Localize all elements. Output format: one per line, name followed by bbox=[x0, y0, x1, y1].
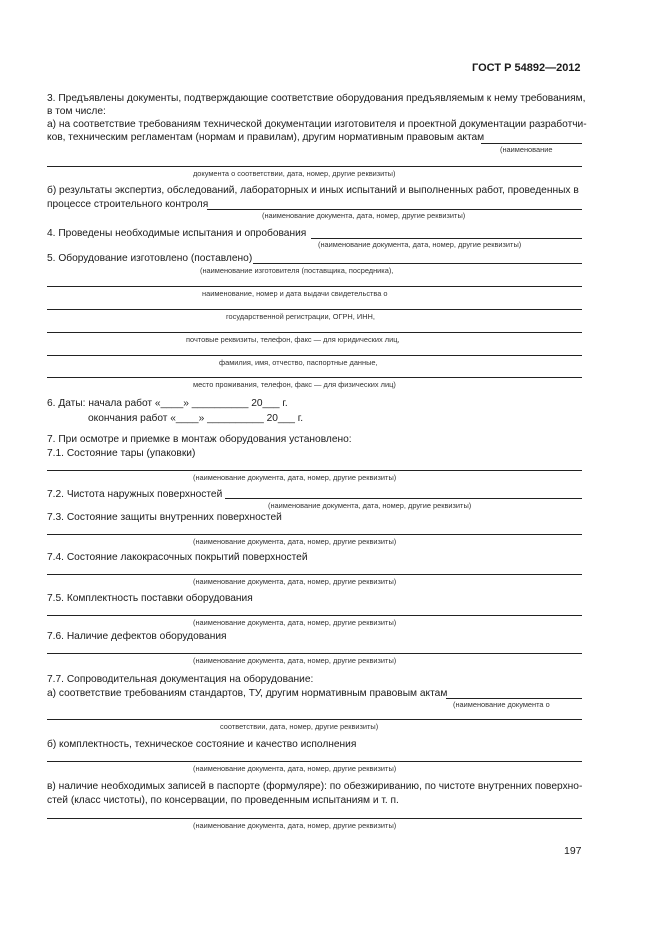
section-7-5: 7.5. Комплектность поставки оборудования bbox=[47, 593, 253, 604]
section-7-3: 7.3. Состояние защиты внутренних поверхностей bbox=[47, 512, 282, 523]
section-3b-line-2: процессе строительного контроля bbox=[47, 199, 209, 210]
caption-doc-sootvetstvie: документа о соответствии, дата, номер, другие реквизиты) bbox=[193, 169, 396, 178]
caption-5c: государственной регистрации, ОГРН, ИНН, bbox=[226, 312, 375, 321]
section-3a-line-2: ков, техническим регламентам (нормам и правилам), другим нормативным правовым актам bbox=[47, 132, 485, 143]
caption-5a: (наименование изготовителя (поставщика, посредника), bbox=[200, 266, 394, 275]
caption-7-3: (наименование документа, дата, номер, другие реквизиты) bbox=[193, 537, 397, 546]
section-4: 4. Проведены необходимые испытания и опробования bbox=[47, 228, 307, 239]
caption-3b: (наименование документа, дата, номер, другие реквизиты) bbox=[262, 211, 466, 220]
fill-line-7-5 bbox=[47, 615, 582, 616]
section-7-4: 7.4. Состояние лакокрасочных покрытий поверхностей bbox=[47, 552, 308, 563]
section-7-2: 7.2. Чистота наружных поверхностей bbox=[47, 489, 223, 500]
caption-7-7a-2: соответствии, дата, номер, другие реквизиты) bbox=[220, 722, 379, 731]
fill-line-5c bbox=[47, 309, 582, 310]
section-3b-line-1: б) результаты экспертиз, обследований, лабораторных и иных испытаний и выполненных работ, проведенных в bbox=[47, 185, 579, 196]
standard-header: ГОСТ Р 54892—2012 bbox=[472, 62, 581, 74]
caption-7-4: (наименование документа, дата, номер, другие реквизиты) bbox=[193, 577, 397, 586]
fill-line-7-7v bbox=[47, 818, 582, 819]
caption-5d: почтовые реквизиты, телефон, факс — для юридических лиц, bbox=[186, 335, 400, 344]
caption-5f: место проживания, телефон, факс — для физических лиц) bbox=[193, 380, 396, 389]
caption-naimenovanie: (наименование bbox=[500, 145, 553, 154]
fill-line-4 bbox=[311, 238, 582, 239]
caption-7-7v: (наименование документа, дата, номер, другие реквизиты) bbox=[193, 821, 397, 830]
section-5: 5. Оборудование изготовлено (поставлено) bbox=[47, 253, 253, 264]
fill-line-3b bbox=[207, 209, 582, 210]
fill-line-7-6 bbox=[47, 653, 582, 654]
fill-line-5d bbox=[47, 332, 582, 333]
caption-5e: фамилия, имя, отчество, паспортные данные, bbox=[219, 358, 378, 367]
caption-7-1: (наименование документа, дата, номер, другие реквизиты) bbox=[193, 473, 397, 482]
fill-line-7-7a bbox=[446, 698, 582, 699]
page-number: 197 bbox=[564, 845, 582, 857]
fill-line-7-7b bbox=[47, 761, 582, 762]
section-3-line-1: 3. Предъявлены документы, подтверждающие соответствие оборудования предъявляемым к нему требованиям, bbox=[47, 93, 586, 104]
fill-line-7-3 bbox=[47, 534, 582, 535]
section-3a-line-1: а) на соответствие требованиям технической документации изготовителя и проектной документации разработчи- bbox=[47, 119, 587, 130]
fill-line-5a bbox=[253, 263, 582, 264]
fill-line-7-2 bbox=[225, 498, 582, 499]
fill-line-7-1 bbox=[47, 470, 582, 471]
fill-line-5e bbox=[47, 355, 582, 356]
fill-line-7-7a-2 bbox=[47, 719, 582, 720]
section-7-6: 7.6. Наличие дефектов оборудования bbox=[47, 631, 227, 642]
section-7-7v-line-1: в) наличие необходимых записей в паспорте (формуляре): по обезжириванию, по чистоте внутренних поверхно- bbox=[47, 781, 583, 792]
section-7-7: 7.7. Сопроводительная документация на оборудование: bbox=[47, 674, 314, 685]
fill-line-3a-2 bbox=[47, 166, 582, 167]
section-7: 7. При осмотре и приемке в монтаж оборудования установлено: bbox=[47, 434, 352, 445]
caption-7-7b: (наименование документа, дата, номер, другие реквизиты) bbox=[193, 764, 397, 773]
caption-7-5: (наименование документа, дата, номер, другие реквизиты) bbox=[193, 618, 397, 627]
caption-4: (наименование документа, дата, номер, другие реквизиты) bbox=[318, 240, 522, 249]
fill-line-3a bbox=[481, 143, 582, 144]
fill-line-7-4 bbox=[47, 574, 582, 575]
section-3-line-2: в том числе: bbox=[47, 106, 106, 117]
fill-line-5f bbox=[47, 377, 582, 378]
section-7-1: 7.1. Состояние тары (упаковки) bbox=[47, 448, 196, 459]
caption-7-7a-1: (наименование документа о bbox=[453, 700, 550, 709]
section-7-7v-line-2: стей (класс чистоты), по консервации, по проведенным испытаниям и т. п. bbox=[47, 795, 399, 806]
caption-7-2: (наименование документа, дата, номер, другие реквизиты) bbox=[268, 501, 472, 510]
section-6-end-date: окончания работ «____» __________ 20___ г. bbox=[88, 413, 304, 424]
caption-5b: наименование, номер и дата выдачи свидетельства о bbox=[202, 289, 388, 298]
section-7-7b: б) комплектность, техническое состояние и качество исполнения bbox=[47, 739, 357, 750]
section-6-start-date: 6. Даты: начала работ «____» __________ 20___ г. bbox=[47, 398, 288, 409]
fill-line-5b bbox=[47, 286, 582, 287]
caption-7-6: (наименование документа, дата, номер, другие реквизиты) bbox=[193, 656, 397, 665]
section-7-7a: а) соответствие требованиям стандартов, ТУ, другим нормативным правовым актам bbox=[47, 688, 448, 699]
